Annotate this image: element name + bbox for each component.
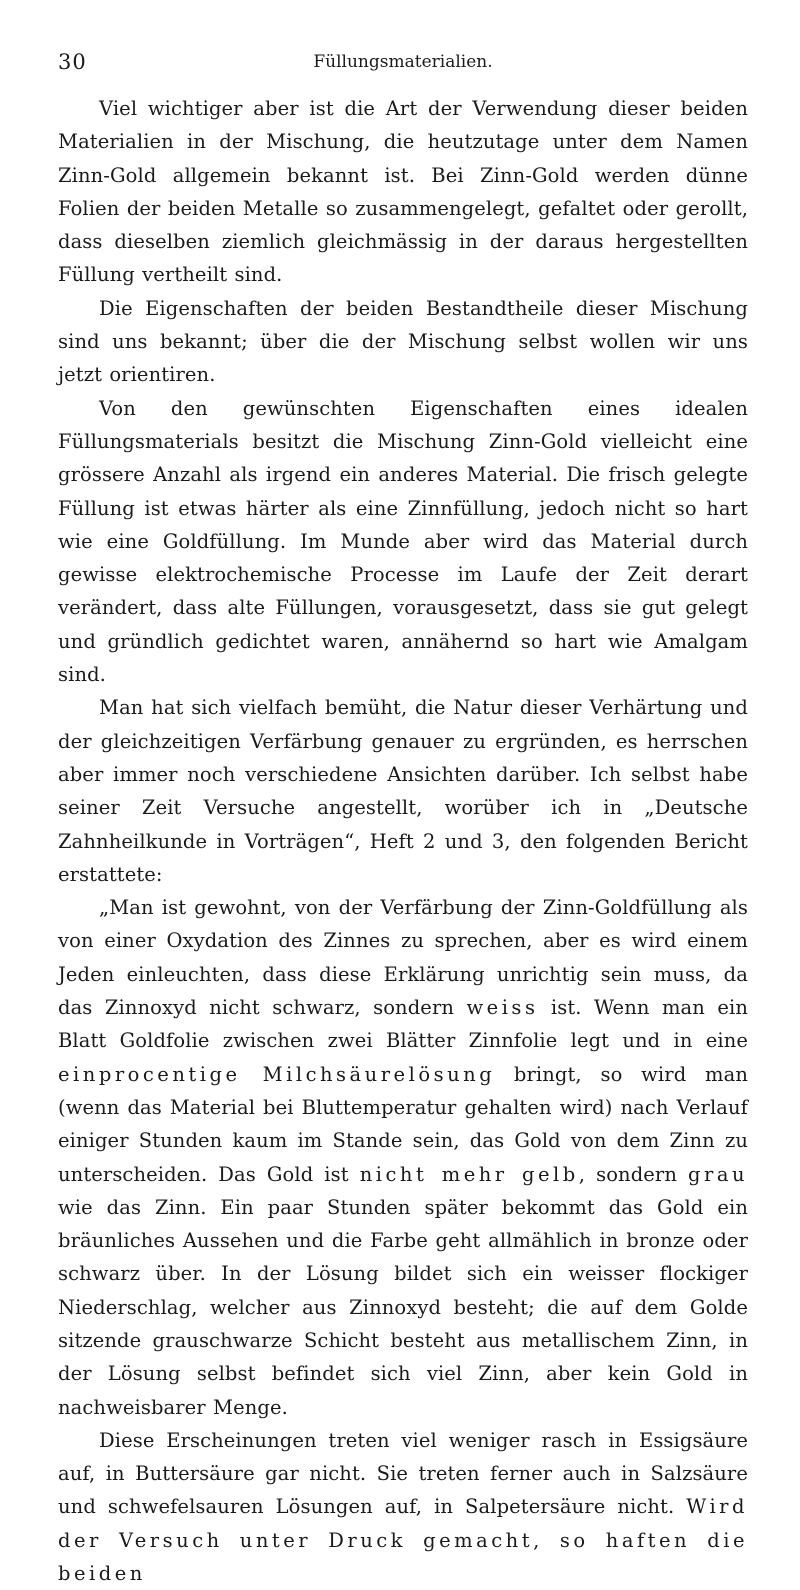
paragraph: Man hat sich vielfach bemüht, die Natur dieser Verhärtung und der gleichzeitigen Verfärbung genauer zu ergründen, es herrschen aber immer noch verschiedene Ansichten darüber. Ich selbst habe seiner Zeit Versuche angestellt, worüber ich in „Deutsche Zahnheilkunde in Vorträgen“, Heft 2 und 3, den folgenden Bericht erstattete: — [58, 696, 748, 886]
emphasized-text: weiss — [466, 996, 539, 1020]
text-run: , sondern — [578, 1162, 689, 1186]
emphasized-text: einprocentige Milchsäurelösung — [58, 1062, 496, 1086]
paragraph: Die Eigenschaften der beiden Bestandtheile dieser Mischung sind uns bekannt; über die der Mischung selbst wollen wir uns jetzt orientiren. — [58, 296, 748, 387]
emphasized-text: nicht mehr gelb — [359, 1162, 579, 1186]
emphasized-text: grau — [688, 1162, 749, 1186]
body-text — [58, 92, 748, 1590]
page-number: 30 — [58, 50, 87, 74]
text-run: wie das Zinn. Ein paar Stunden später bekommt das Gold ein bräunliches Aussehen und die Farbe geht allmählich in bronze oder schwarz über. In der Lösung bildet sich ein weisser flockiger Niederschlag, welcher aus Zinnoxyd besteht; die auf dem Golde sitzende grauschwarze Schicht besteht aus metallischem Zinn, in der Lösung selbst befindet sich viel Zinn, aber kein Gold in nachweisbarer Menge. — [58, 1195, 748, 1419]
quoted-report-paragraph — [58, 891, 748, 1424]
book-page — [58, 50, 748, 1590]
text-run: „Man ist gewohnt, von der Verfärbung der Zinn-Goldfüllung als von einer Oxydation des Zinnes zu sprechen, aber es wird einem Jeden einleuchten, dass diese Erklärung unrichtig sein muss, da das Zinnoxyd nicht schwarz, sondern — [58, 896, 748, 1020]
page-header — [58, 50, 748, 80]
text-run: ist. Wenn man ein Blatt Goldfolie zwischen zwei Blätter Zinnfolie legt und in eine — [58, 996, 749, 1053]
paragraph: Von den gewünschten Eigenschaften eines idealen Füllungsmaterials besitzt die Mischung Zinn-Gold vielleicht eine grössere Anzahl als irgend ein anderes Material. Die frisch gelegte Füllung ist etwas härter als eine Zinnfüllung, jedoch nicht so hart wie eine Goldfüllung. Im Munde aber wird das Material durch gewisse elektrochemische Processe im Laufe der Zeit derart verändert, dass alte Füllungen, vorausgesetzt, dass sie gut gelegt und gründlich gedichtet waren, annähernd so hart wie Amalgam sind. — [58, 396, 748, 687]
text-run: Diese Erscheinungen treten viel weniger rasch in Essigsäure auf, in Buttersäure gar nicht. Sie treten ferner auch in Salzsäure und schwefelsauren Lösungen auf, in Salpetersäure nicht. — [58, 1428, 748, 1519]
text-run: bringt, so wird man (wenn das Material bei Bluttemperatur gehalten wird) nach Verlauf einiger Stunden kaum im Stande sein, das Gold von dem Zinn zu unterscheiden. Das Gold ist — [58, 1062, 748, 1186]
paragraph: Viel wichtiger aber ist die Art der Verwendung dieser beiden Materialien in der Mischung, die heutzutage unter dem Namen Zinn-Gold allgemein bekannt ist. Bei Zinn-Gold werden dünne Folien der beiden Metalle so zusammengelegt, gefaltet oder gerollt, dass dieselben ziemlich gleichmässig in der daraus hergestellten Füllung vertheilt sind. — [58, 97, 748, 287]
paragraph — [58, 1424, 748, 1590]
running-head: Füllungsmaterialien. — [313, 52, 493, 72]
emphasized-text: Wird der Versuch unter Druck gemacht, so haften die beiden — [58, 1495, 748, 1586]
